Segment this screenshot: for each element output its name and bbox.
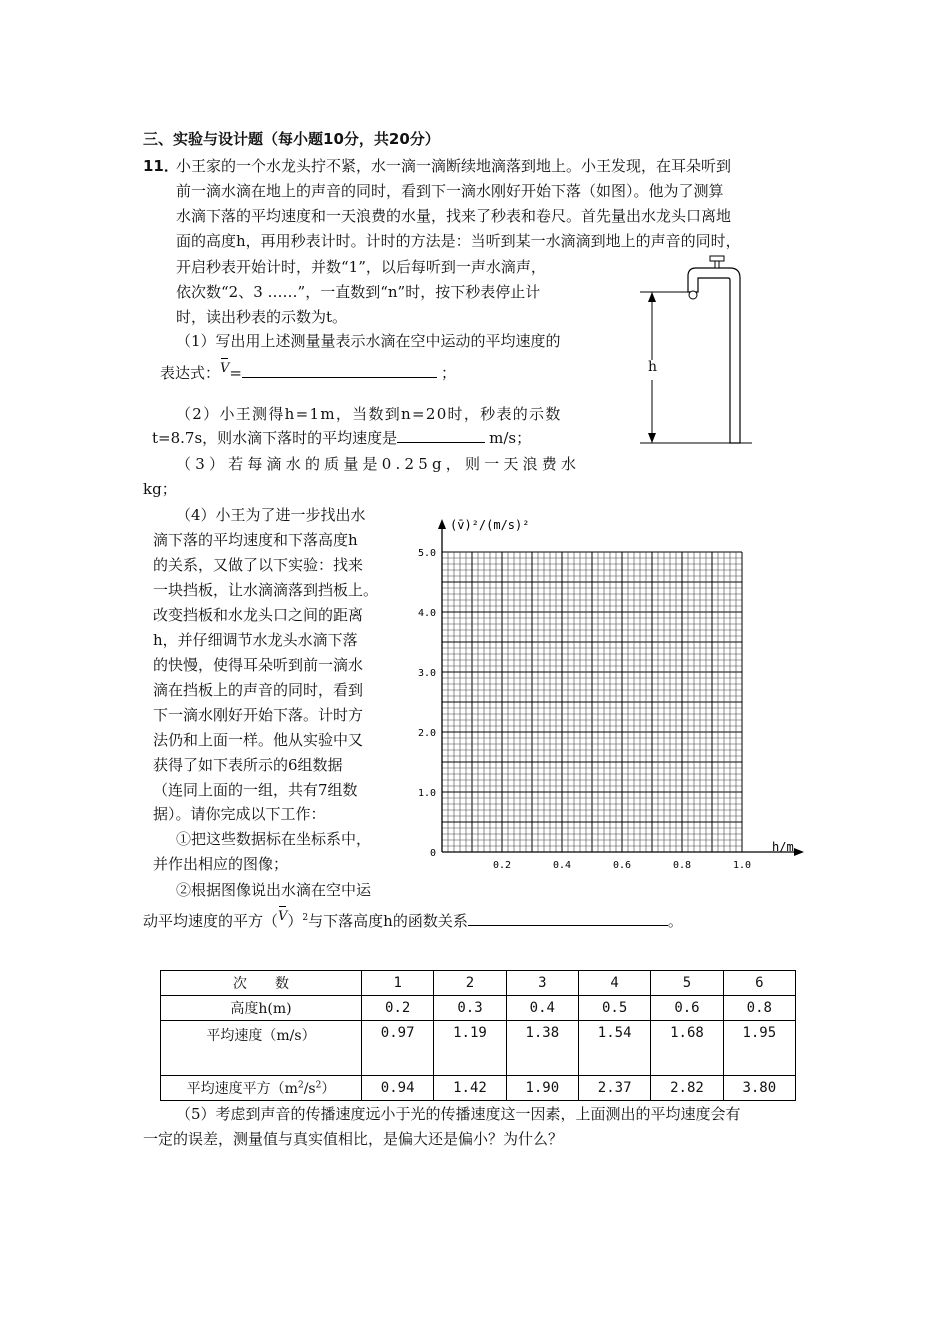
part4-text: 与下落高度h的函数关系 <box>308 912 468 930</box>
y-tick-label: 1.0 <box>417 788 436 799</box>
table-cell: 3.80 <box>723 1076 795 1101</box>
table-header-cell: 4 <box>578 971 650 996</box>
part1-line1: （1）写出用上述测量量表示水滴在空中运动的平均速度的 <box>176 332 561 350</box>
y-axis-arrow <box>438 519 446 529</box>
part4-last-line <box>143 910 683 931</box>
table-cell: 0.94 <box>362 1076 434 1101</box>
table-row <box>161 996 796 1021</box>
part1-eq: = <box>229 364 242 382</box>
table-cell: 2.37 <box>578 1076 650 1101</box>
v-bar-symbol: V <box>278 909 288 924</box>
x-tick-label: 0.6 <box>612 860 632 871</box>
v-bar-symbol: V <box>220 361 230 376</box>
part4-line: 滴下落的平均速度和下落高度h <box>153 531 358 549</box>
table-row-label: 平均速度（m/s） <box>161 1021 362 1076</box>
table-cell: 1.42 <box>434 1076 506 1101</box>
y-tick-label: 5.0 <box>417 548 436 559</box>
table-cell: 2.82 <box>651 1076 723 1101</box>
x-tick-label: 0.8 <box>672 860 692 871</box>
part4-line: 的关系，又做了以下实验：找来 <box>153 556 364 574</box>
table-cell: 1.38 <box>506 1021 578 1076</box>
part4-line: 的快慢，使得耳朵听到前一滴水 <box>153 656 364 674</box>
intro-line: 水滴下落的平均速度和一天浪费的水量，找来了秒表和卷尺。首先量出水龙头口离地 <box>176 207 732 225</box>
table-header-cell: 3 <box>506 971 578 996</box>
data-table <box>160 970 796 1101</box>
part4-line: 获得了如下表所示的6组数据 <box>153 756 343 774</box>
axes <box>438 519 804 856</box>
table-header-cell: 1 <box>362 971 434 996</box>
y-tick-label: 2.0 <box>417 728 436 739</box>
part4-line: 据）。请你完成以下工作： <box>153 805 326 823</box>
table-cell: 0.4 <box>506 996 578 1021</box>
part4-line: 一块挡板，让水滴滴落到挡板上。 <box>153 581 379 599</box>
part5-line1: （5）考虑到声音的传播速度远小于光的传播速度这一因素，上面测出的平均速度会有 <box>176 1105 741 1123</box>
table-cell: 1.68 <box>651 1021 723 1076</box>
table-header-cell: 2 <box>434 971 506 996</box>
part4-line: 改变挡板和水龙头口之间的距离 <box>153 606 364 624</box>
part1-end: ； <box>440 364 456 382</box>
table-header-cell: 6 <box>723 971 795 996</box>
intro-line: 面的高度h，再用秒表计时。计时的方法是：当听到某一水滴滴到地上的声音的同时， <box>176 232 741 250</box>
part5-line2: 一定的误差，测量值与真实值相比，是偏大还是偏小？为什么？ <box>143 1130 564 1148</box>
part3-line2: kg； <box>143 480 177 498</box>
question-number: 11． <box>143 157 179 175</box>
table-row-label: 高度h(m) <box>161 996 362 1021</box>
part1-answer-blank[interactable] <box>242 377 437 378</box>
table-header-cell: 5 <box>651 971 723 996</box>
table-cell: 1.19 <box>434 1021 506 1076</box>
part1-prefix: 表达式： <box>160 364 221 382</box>
table-row <box>161 1021 796 1076</box>
table-row <box>161 1076 796 1101</box>
part4-line: ①把这些数据标在坐标系中， <box>176 830 372 848</box>
intro-line: 小王家的一个水龙头拧不紧，水一滴一滴断续地滴落到地上。小王发现，在耳朵听到 <box>176 157 732 175</box>
part4-line: 下一滴水刚好开始下落。计时方 <box>153 706 364 724</box>
table-cell: 0.3 <box>434 996 506 1021</box>
part4-superscript: 2 <box>302 913 309 923</box>
table-cell: 0.97 <box>362 1021 434 1076</box>
table-cell: 0.6 <box>651 996 723 1021</box>
table-cell: 1.90 <box>506 1076 578 1101</box>
part4-answer-blank[interactable] <box>468 925 668 926</box>
part4-line: （4）小王为了进一步找出水 <box>176 506 366 524</box>
table-header-cell: 次 数 <box>161 971 362 996</box>
part2-line2 <box>152 427 531 448</box>
table-header-row <box>161 971 796 996</box>
part4-line: ②根据图像说出水滴在空中运 <box>176 881 372 899</box>
part2-text: t=8.7s，则水滴下落时的平均速度是 <box>152 429 398 447</box>
table-cell: 0.8 <box>723 996 795 1021</box>
part3-line1: （3）若每滴水的质量是0.25g，则一天浪费水 <box>176 455 581 473</box>
intro-line: 开启秒表开始计时，并数“1”，以后每听到一声水滴声， <box>176 258 546 276</box>
y-tick-label: 3.0 <box>417 668 436 679</box>
part4-end: 。 <box>667 912 683 930</box>
part4-line: 并作出相应的图像； <box>153 855 289 873</box>
faucet-figure <box>630 250 760 450</box>
grid-lines <box>442 552 742 852</box>
coordinate-grid[interactable] <box>410 515 810 875</box>
section-title: 三、实验与设计题（每小题10分，共20分） <box>143 130 440 148</box>
y-axis-label: (v̄)²/(m/s)² <box>450 518 530 532</box>
part2-answer-blank[interactable] <box>397 442 485 443</box>
table-cell: 0.2 <box>362 996 434 1021</box>
tick-labels <box>418 548 751 871</box>
intro-line: 时，读出秒表的示数为t。 <box>176 308 348 326</box>
label-sup: 2 <box>297 1080 304 1091</box>
intro-line: 依次数“2、3 ……”，一直数到“n”时，按下秒表停止计 <box>176 283 541 301</box>
x-tick-label: 0.4 <box>552 860 572 871</box>
label-part: 平均速度平方（m <box>186 1081 298 1097</box>
intro-line: 前一滴水滴在地上的声音的同时，看到下一滴水刚好开始下落（如图）。他为了测算 <box>176 182 724 200</box>
part4-line: 滴在挡板上的声音的同时，看到 <box>153 681 364 699</box>
x-axis-label: h/m <box>772 840 794 854</box>
part4-line: h，并仔细调节水龙头水滴下落 <box>153 631 358 649</box>
y-tick-label: 4.0 <box>417 608 436 619</box>
table-row-label <box>161 1076 362 1101</box>
part2-unit: m/s； <box>489 429 532 447</box>
table-cell: 0.5 <box>578 996 650 1021</box>
table-cell: 1.54 <box>578 1021 650 1076</box>
label-sup: 2 <box>315 1080 322 1091</box>
label-part: /s <box>303 1081 316 1097</box>
part2-line1: （2）小王测得h=1m，当数到n=20时，秒表的示数 <box>176 405 562 423</box>
x-axis-arrow <box>794 848 804 856</box>
table-cell: 1.95 <box>723 1021 795 1076</box>
part4-text: ） <box>287 912 303 930</box>
y-tick-label: 0 <box>429 848 436 859</box>
part4-line: （连同上面的一组，共有7组数 <box>153 781 358 799</box>
part4-text: 动平均速度的平方（ <box>143 912 279 930</box>
x-tick-label: 0.2 <box>492 860 512 871</box>
x-tick-label: 1.0 <box>732 860 752 871</box>
figure-label-h: h <box>648 359 658 375</box>
part4-line: 法仍和上面一样。他从实验中又 <box>153 731 364 749</box>
part1-expression <box>160 362 456 383</box>
label-part: ） <box>321 1081 336 1097</box>
